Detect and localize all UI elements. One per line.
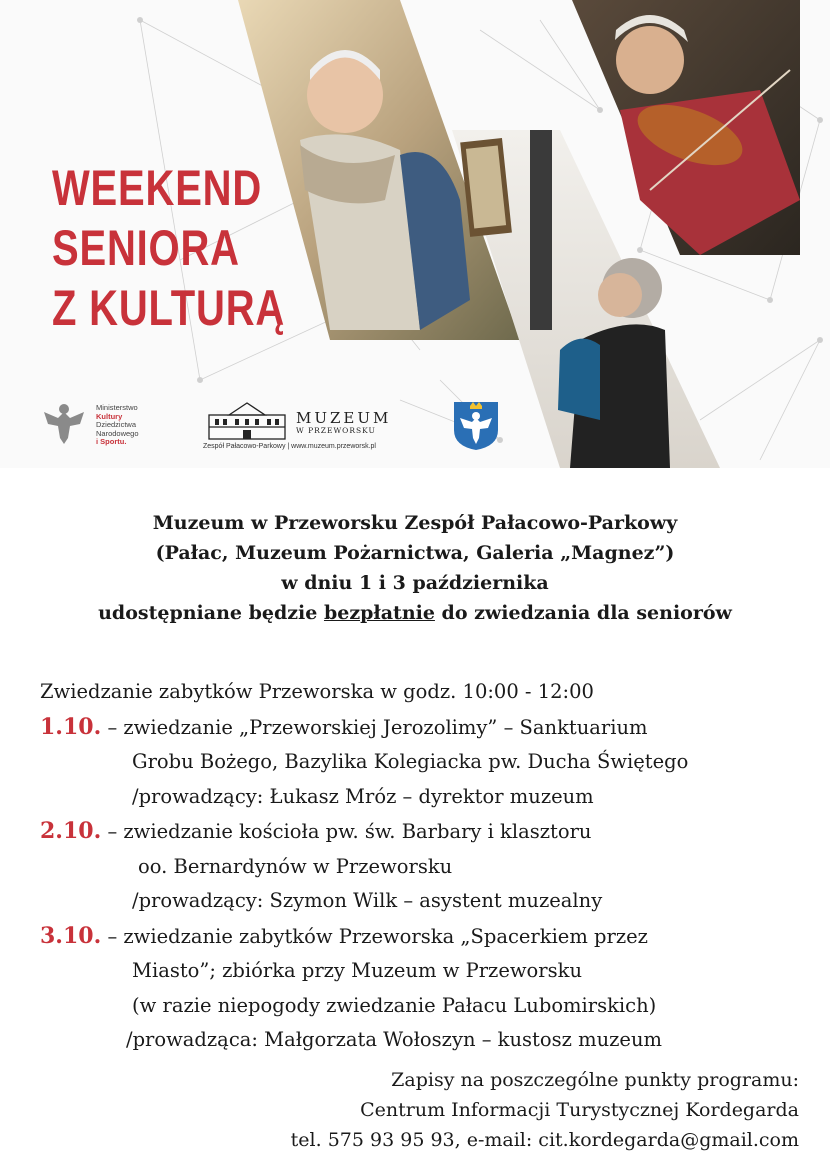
program-item-3: 3.10. – zwiedzanie zabytków Przeworska „Spacerkiem przez Miasto”; zbiórka przy Muzeum w Przeworsku (w razie niepogody zwiedzanie Pałacu Lubomirskich) /prowadząca: Małgorzata Wołoszyn – kustosz muzeum xyxy=(40,922,663,1051)
banner xyxy=(0,0,830,468)
intro-line-4: udostępniane będzie bezpłatnie do zwiedzania dla seniorów xyxy=(98,602,732,624)
title-line-3: Z KULTURĄ xyxy=(52,280,286,336)
ministry-logo xyxy=(40,400,180,450)
white-eagle-icon xyxy=(40,400,88,448)
contact-line-1: Zapisy na poszczególne punkty programu: xyxy=(391,1069,799,1091)
contact-line-3: tel. 575 93 95 93, e-mail: cit.kordegarda@gmail.com xyxy=(290,1129,799,1151)
museum-name: MUZEUM xyxy=(296,409,392,427)
museum-footer: Zespół Pałacowo-Parkowy | www.muzeum.przeworsk.pl xyxy=(203,443,376,450)
photo-violinist xyxy=(572,0,800,255)
contact-line-2: Centrum Informacji Turystycznej Kordegarda xyxy=(360,1099,799,1121)
program-date: 1.10. xyxy=(40,713,102,740)
title-line-2: SENIORA xyxy=(52,220,240,276)
intro-text xyxy=(0,508,830,628)
program-date: 3.10. xyxy=(40,922,102,949)
przeworsk-coat-of-arms-icon xyxy=(452,400,500,452)
free-emphasis: bezpłatnie xyxy=(323,602,435,624)
museum-logo xyxy=(203,399,403,455)
program-schedule xyxy=(40,675,688,1058)
intro-line-2: (Pałac, Muzeum Pożarnictwa, Galeria „Magnez”) xyxy=(155,542,675,564)
title-line-1: WEEKEND xyxy=(52,160,263,216)
program-date: 2.10. xyxy=(40,818,102,844)
contact-info xyxy=(291,1065,799,1155)
intro-line-3: w dniu 1 i 3 października xyxy=(281,572,549,594)
ministry-name: Ministerstwo Kultury Dziedzictwa Narodowego i Sportu. xyxy=(96,403,139,447)
intro-line-1: Muzeum w Przeworsku Zespół Pałacowo-Parkowy xyxy=(152,512,678,534)
museum-subtitle: W PRZEWORSKU xyxy=(296,426,376,435)
event-title xyxy=(52,158,285,338)
palace-building-icon xyxy=(203,399,291,441)
program-item-1: 1.10. – zwiedzanie „Przeworskiej Jerozolimy” – Sanktuarium Grobu Bożego, Bazylika Kolegiacka pw. Ducha Świętego /prowadzący: Łukasz Mróz – dyrektor muzeum xyxy=(40,713,689,808)
program-header: Zwiedzanie zabytków Przeworska w godz. 10:00 - 12:00 xyxy=(40,680,594,703)
program-item-2: 2.10. – zwiedzanie kościoła pw. św. Barbary i klasztoru oo. Bernardynów w Przeworsku /prowadzący: Szymon Wilk – asystent muzealny xyxy=(40,818,603,912)
